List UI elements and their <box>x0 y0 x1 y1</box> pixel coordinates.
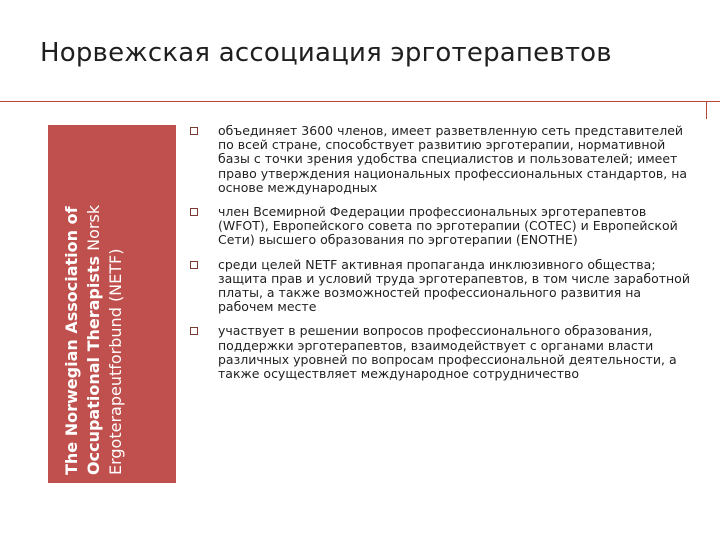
bullet-text: среди целей NETF активная пропаганда инклюзивного общества; защита прав и условий труда эрготерапевтов, в том числе заработной платы, а также возможностей профессионального развития на рабочем месте <box>218 256 690 315</box>
bullet-item <box>186 124 698 195</box>
side-label-line-2-bold: Occupational Therapists <box>84 255 103 475</box>
square-bullet-icon <box>190 208 198 216</box>
title-divider <box>0 101 720 102</box>
side-label-line-1: The Norwegian Association of <box>62 206 81 475</box>
bullet-item <box>186 258 698 315</box>
bullet-text: объединяет 3600 членов, имеет разветвленную сеть представителей по всей стране, способствует развитию эрготерапии, нормативной базы с точки зрения удобства специалистов и пользователей; имеет право утверждения национальных профессиональных стандартов, на основе международных <box>218 123 688 195</box>
side-label-line-2 <box>83 133 105 475</box>
bullet-text: член Всемирной Федерации профессиональных эрготерапевтов (WFOT), Европейского совета по эрготерапии (COTEC) и Европейской Сети) высшего образования по эрготерапии (ENOTHE) <box>218 204 678 248</box>
slide-title: Норвежская ассоциация эрготерапевтов <box>40 38 612 68</box>
side-label-panel <box>48 125 176 483</box>
bullet-item <box>186 205 698 248</box>
square-bullet-icon <box>190 327 198 335</box>
side-label-line-3: Ergoterapeutforbund (NETF) <box>106 248 125 475</box>
side-label-line-2-normal: Norsk <box>84 204 103 256</box>
bullet-text: участвует в решении вопросов профессионального образования, поддержки эрготерапевтов, взаимодействует с органами власти различных уровней по вопросам профессиональной деятельности, а также осуществляет международное сотрудничество <box>218 323 677 382</box>
square-bullet-icon <box>190 261 198 269</box>
side-label-text <box>48 125 176 483</box>
bullet-item <box>186 324 698 381</box>
bullet-list <box>186 124 698 391</box>
divider-tick <box>706 101 707 119</box>
square-bullet-icon <box>190 127 198 135</box>
